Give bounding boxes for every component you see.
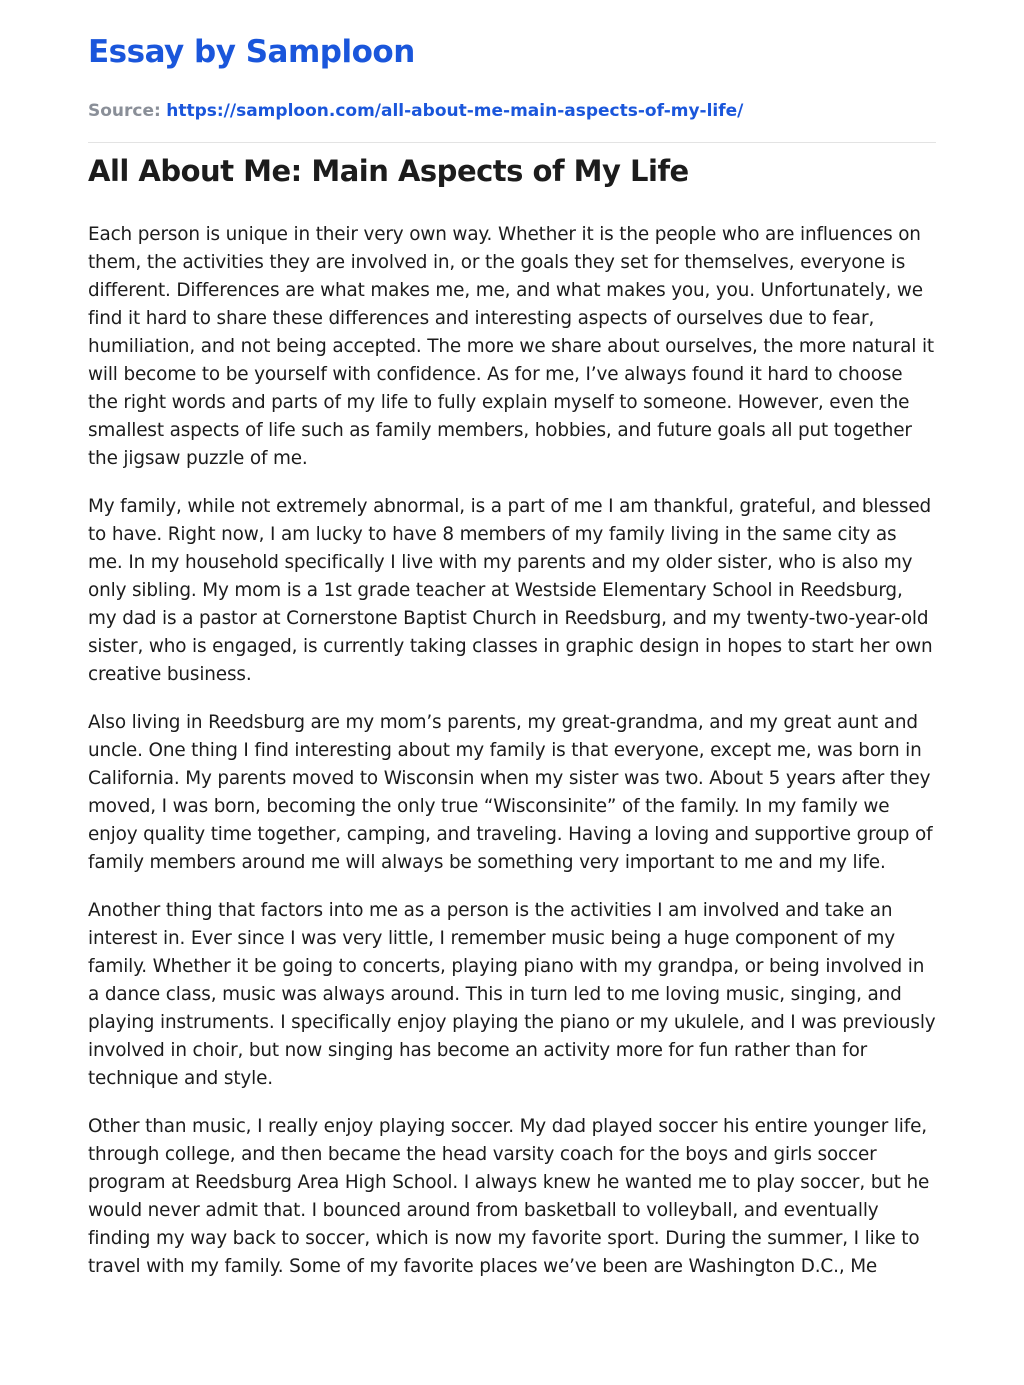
- header-divider: [88, 142, 936, 143]
- essay-paragraph-5: Other than music, I really enjoy playing soccer. My dad played soccer his entire younger life, through college, and then became the head varsity coach for the boys and girls soccer program at Reedsburg Area High School. I always knew he wanted me to play soccer, but he would never admit that. I bounced around from basketball to volleyball, and eventually finding my way back to soccer, which is now my favorite sport. During the summer, I like to travel with my family. Some of my favorite places we’ve been are Washington D.C., Me: [88, 1116, 930, 1277]
- brand-title: Essay by Samploon: [88, 34, 415, 70]
- essay-paragraph-1: Each person is unique in their very own way. Whether it is the people who are influences on them, the activities they are involved in, or the goals they set for themselves, everyone is different. Differences are what makes me, me, and what makes you, you. Unfortunately, we find it hard to share these differences and interesting aspects of ourselves due to fear, humiliation, and not being accepted. The more we share about ourselves, the more natural it will become to be yourself with confidence. As for me, I’ve always found it hard to choose the right words and parts of my life to fully explain myself to someone. However, even the smallest aspects of life such as family members, hobbies, and future goals all put together the jigsaw puzzle of me.: [88, 224, 934, 469]
- source-label: Source:: [88, 101, 161, 121]
- essay-paragraph-2: My family, while not extremely abnormal, is a part of me I am thankful, grateful, and blessed to have. Right now, I am lucky to have 8 members of my family living in the same city as me. In my household specifically I live with my parents and my older sister, who is also my only sibling. My mom is a 1st grade teacher at Westside Elementary School in Reedsburg, my dad is a pastor at Cornerstone Baptist Church in Reedsburg, and my twenty-two-year-old sister, who is engaged, is currently taking classes in graphic design in hopes to start her own creative business.: [88, 496, 933, 685]
- essay-paragraph-4: Another thing that factors into me as a person is the activities I am involved and take an interest in. Ever since I was very little, I remember music being a huge component of my family. Whether it be going to concerts, playing piano with my grandpa, or being involved in a dance class, music was always around. This in turn led to me loving music, singing, and playing instruments. I specifically enjoy playing the piano or my ukulele, and I was previously involved in choir, but now singing has become an activity more for fun rather than for technique and style.: [88, 900, 936, 1089]
- essay-paragraph-3: Also living in Reedsburg are my mom’s parents, my great-grandma, and my great aunt and uncle. One thing I find interesting about my family is that everyone, except me, was born in California. My parents moved to Wisconsin when my sister was two. About 5 years after they moved, I was born, becoming the only true “Wisconsinite” of the family. In my family we enjoy quality time together, camping, and traveling. Having a loving and supportive group of family members around me will always be something very important to me and my life.: [88, 712, 933, 873]
- essay-body: [88, 221, 936, 1301]
- source-line: [88, 101, 743, 121]
- source-link[interactable]: https://samploon.com/all-about-me-main-aspects-of-my-life/: [166, 101, 744, 121]
- essay-title: All About Me: Main Aspects of My Life: [88, 154, 689, 188]
